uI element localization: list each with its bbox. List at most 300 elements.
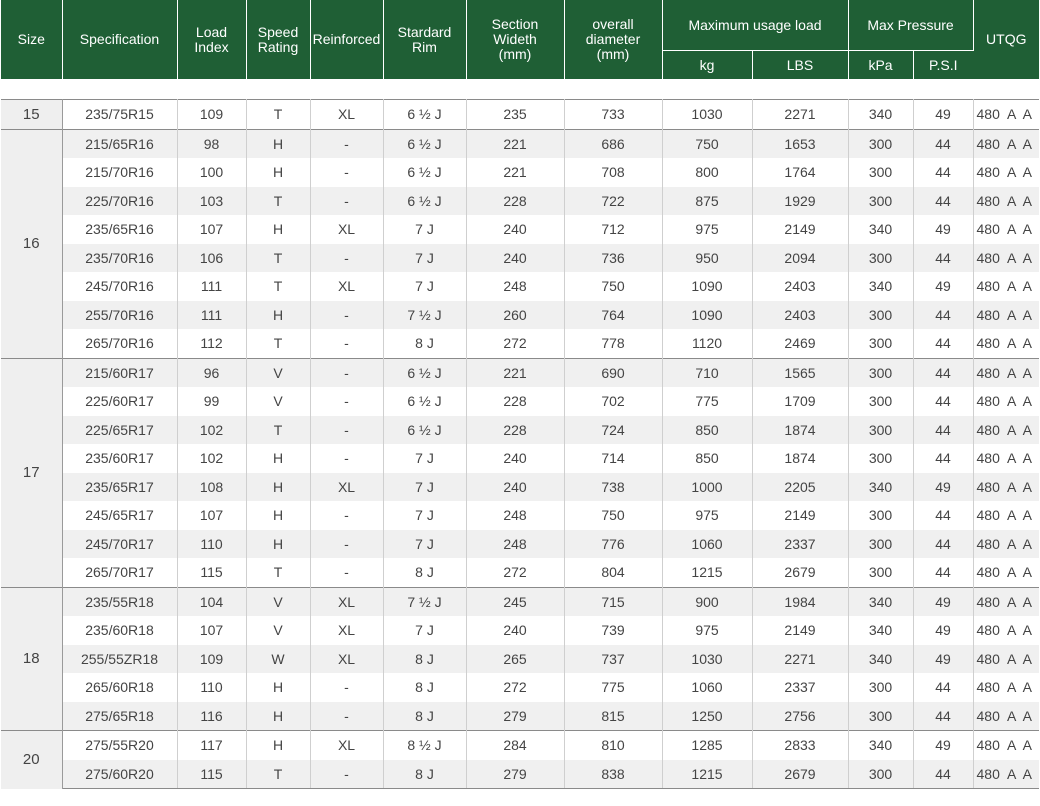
overall-diameter-cell: 750 bbox=[564, 501, 662, 530]
standard-rim-cell: 8 J bbox=[383, 673, 466, 702]
speed-rating-cell: H bbox=[246, 530, 310, 559]
load-index-cell: 107 bbox=[177, 616, 246, 645]
max-load-kg-cell: 1060 bbox=[662, 673, 752, 702]
section-width-cell: 260 bbox=[466, 301, 564, 330]
max-load-lbs-cell: 1874 bbox=[752, 416, 848, 445]
max-load-lbs-cell: 1653 bbox=[752, 129, 848, 158]
overall-diameter-cell: 750 bbox=[564, 272, 662, 301]
specification-cell: 275/65R18 bbox=[62, 702, 177, 731]
table-row bbox=[1, 416, 1039, 445]
max-pressure-kpa-cell: 300 bbox=[848, 387, 913, 416]
specification-cell: 275/55R20 bbox=[62, 731, 177, 760]
header-max-load-kg: kg bbox=[662, 51, 752, 80]
reinforced-cell: - bbox=[310, 530, 383, 559]
max-load-kg-cell: 1285 bbox=[662, 731, 752, 760]
max-load-lbs-cell: 2337 bbox=[752, 530, 848, 559]
max-pressure-psi-cell: 44 bbox=[913, 760, 973, 789]
specification-cell: 215/65R16 bbox=[62, 129, 177, 158]
utqg-cell: 480 A A bbox=[973, 473, 1039, 502]
load-index-cell: 107 bbox=[177, 501, 246, 530]
header-max-pressure-kpa: kPa bbox=[848, 51, 913, 80]
overall-diameter-cell: 714 bbox=[564, 444, 662, 473]
utqg-cell: 480 A A bbox=[973, 301, 1039, 330]
load-index-cell: 98 bbox=[177, 129, 246, 158]
speed-rating-cell: T bbox=[246, 244, 310, 273]
load-index-cell: 100 bbox=[177, 158, 246, 187]
specification-cell: 245/70R17 bbox=[62, 530, 177, 559]
utqg-cell: 480 A A bbox=[976, 164, 1033, 181]
specification-cell: 215/70R16 bbox=[62, 158, 177, 187]
max-pressure-psi-cell: 49 bbox=[913, 616, 973, 645]
standard-rim-cell: 8 J bbox=[383, 645, 466, 674]
table-row bbox=[1, 444, 1039, 473]
table-row bbox=[1, 329, 1039, 358]
header-max-load-lbs: LBS bbox=[752, 51, 848, 80]
max-load-lbs-cell: 2337 bbox=[752, 673, 848, 702]
reinforced-cell: - bbox=[310, 702, 383, 731]
table-row bbox=[1, 301, 1039, 330]
table-row bbox=[1, 129, 1039, 158]
max-load-lbs-cell: 2149 bbox=[752, 616, 848, 645]
max-load-kg-cell: 1090 bbox=[662, 272, 752, 301]
section-width-cell: 248 bbox=[466, 501, 564, 530]
max-pressure-psi-cell: 44 bbox=[913, 158, 973, 187]
max-pressure-kpa-cell: 340 bbox=[848, 473, 913, 502]
max-load-lbs-cell: 1874 bbox=[752, 444, 848, 473]
header-overall-diameter: overall diameter (mm) bbox=[564, 0, 662, 79]
speed-rating-cell: V bbox=[246, 587, 310, 616]
speed-rating-cell: T bbox=[246, 558, 310, 587]
speed-rating-cell: T bbox=[246, 187, 310, 216]
max-pressure-psi-cell: 44 bbox=[913, 530, 973, 559]
table-row bbox=[1, 215, 1039, 244]
load-index-cell: 107 bbox=[177, 215, 246, 244]
standard-rim-cell: 6 ½ J bbox=[383, 158, 466, 187]
standard-rim-cell: 6 ½ J bbox=[383, 100, 466, 130]
reinforced-cell: - bbox=[310, 158, 383, 187]
overall-diameter-cell: 810 bbox=[564, 731, 662, 760]
max-pressure-kpa-cell: 300 bbox=[848, 444, 913, 473]
section-width-cell: 272 bbox=[466, 329, 564, 358]
standard-rim-cell: 7 J bbox=[383, 501, 466, 530]
utqg-cell: 480 A A bbox=[973, 731, 1039, 760]
max-load-kg-cell: 775 bbox=[662, 387, 752, 416]
max-load-lbs-cell: 2271 bbox=[752, 100, 848, 130]
standard-rim-cell: 8 J bbox=[383, 702, 466, 731]
max-pressure-kpa-cell: 300 bbox=[848, 501, 913, 530]
header-section-width: Section Wideth (mm) bbox=[466, 0, 564, 79]
standard-rim-cell: 7 J bbox=[383, 530, 466, 559]
max-pressure-psi-cell: 44 bbox=[913, 301, 973, 330]
overall-diameter-cell: 775 bbox=[564, 673, 662, 702]
reinforced-cell: XL bbox=[310, 100, 383, 130]
section-width-cell: 265 bbox=[466, 645, 564, 674]
speed-rating-cell: T bbox=[246, 100, 310, 130]
max-pressure-psi-cell: 49 bbox=[913, 587, 973, 616]
overall-diameter-cell: 778 bbox=[564, 329, 662, 358]
table-row bbox=[1, 760, 1039, 789]
overall-diameter-cell: 712 bbox=[564, 215, 662, 244]
table-row bbox=[1, 473, 1039, 502]
max-load-lbs-cell: 2403 bbox=[752, 301, 848, 330]
speed-rating-cell: H bbox=[246, 473, 310, 502]
specification-cell: 235/60R17 bbox=[62, 444, 177, 473]
max-load-kg-cell: 1030 bbox=[662, 100, 752, 130]
specification-cell: 265/60R18 bbox=[62, 673, 177, 702]
utqg-cell: 480 A A bbox=[973, 530, 1039, 559]
utqg-cell: 480 A A bbox=[976, 679, 1033, 696]
max-pressure-psi-cell: 44 bbox=[913, 358, 973, 387]
specification-cell: 235/60R18 bbox=[62, 616, 177, 645]
max-load-kg-cell: 1030 bbox=[662, 645, 752, 674]
section-width-cell: 228 bbox=[466, 416, 564, 445]
section-width-cell: 221 bbox=[466, 358, 564, 387]
reinforced-cell: - bbox=[310, 416, 383, 445]
max-pressure-psi-cell: 44 bbox=[913, 673, 973, 702]
load-index-cell: 106 bbox=[177, 244, 246, 273]
table-row bbox=[1, 100, 1039, 130]
section-width-cell: 245 bbox=[466, 587, 564, 616]
load-index-cell: 104 bbox=[177, 587, 246, 616]
max-load-kg-cell: 975 bbox=[662, 215, 752, 244]
max-load-lbs-cell: 2756 bbox=[752, 702, 848, 731]
load-index-cell: 96 bbox=[177, 358, 246, 387]
load-index-cell: 110 bbox=[177, 673, 246, 702]
utqg-cell: 480 A A bbox=[976, 221, 1033, 238]
standard-rim-cell: 7 J bbox=[383, 616, 466, 645]
overall-diameter-cell: 739 bbox=[564, 616, 662, 645]
max-load-lbs-cell: 1764 bbox=[752, 158, 848, 187]
standard-rim-cell: 8 J bbox=[383, 329, 466, 358]
load-index-cell: 112 bbox=[177, 329, 246, 358]
speed-rating-cell: H bbox=[246, 129, 310, 158]
speed-rating-cell: T bbox=[246, 760, 310, 789]
load-index-cell: 111 bbox=[177, 272, 246, 301]
max-pressure-kpa-cell: 300 bbox=[848, 416, 913, 445]
max-load-kg-cell: 1215 bbox=[662, 558, 752, 587]
max-pressure-psi-cell: 44 bbox=[913, 416, 973, 445]
section-width-cell: 248 bbox=[466, 272, 564, 301]
reinforced-cell: - bbox=[310, 558, 383, 587]
max-load-kg-cell: 850 bbox=[662, 444, 752, 473]
specification-cell: 225/70R16 bbox=[62, 187, 177, 216]
section-width-cell: 240 bbox=[466, 444, 564, 473]
utqg-cell: 480 A A bbox=[973, 587, 1039, 616]
speed-rating-cell: H bbox=[246, 301, 310, 330]
max-pressure-kpa-cell: 300 bbox=[848, 158, 913, 187]
table-row bbox=[1, 731, 1039, 760]
table-row bbox=[1, 244, 1039, 273]
speed-rating-cell: T bbox=[246, 416, 310, 445]
max-load-kg-cell: 975 bbox=[662, 501, 752, 530]
section-width-cell: 221 bbox=[466, 129, 564, 158]
speed-rating-cell: T bbox=[246, 272, 310, 301]
speed-rating-cell: H bbox=[246, 702, 310, 731]
utqg-cell: 480 A A bbox=[976, 450, 1033, 467]
specification-cell: 225/60R17 bbox=[62, 387, 177, 416]
specification-cell: 235/55R18 bbox=[62, 587, 177, 616]
section-width-cell: 221 bbox=[466, 158, 564, 187]
specification-cell: 235/70R16 bbox=[62, 244, 177, 273]
max-load-lbs-cell: 2679 bbox=[752, 558, 848, 587]
load-index-cell: 115 bbox=[177, 760, 246, 789]
overall-diameter-cell: 686 bbox=[564, 129, 662, 158]
reinforced-cell: XL bbox=[310, 272, 383, 301]
table-row bbox=[1, 187, 1039, 216]
reinforced-cell: - bbox=[310, 187, 383, 216]
table-row bbox=[1, 645, 1039, 674]
max-pressure-kpa-cell: 300 bbox=[848, 129, 913, 158]
reinforced-cell: - bbox=[310, 244, 383, 273]
load-index-cell: 102 bbox=[177, 444, 246, 473]
standard-rim-cell: 6 ½ J bbox=[383, 358, 466, 387]
specification-cell: 225/65R17 bbox=[62, 416, 177, 445]
header-max-pressure-psi: P.S.I bbox=[913, 51, 973, 80]
standard-rim-cell: 7 ½ J bbox=[383, 587, 466, 616]
section-width-cell: 279 bbox=[466, 760, 564, 789]
header-size: Size bbox=[1, 0, 62, 79]
reinforced-cell: - bbox=[310, 387, 383, 416]
max-load-kg-cell: 900 bbox=[662, 587, 752, 616]
standard-rim-cell: 8 ½ J bbox=[383, 731, 466, 760]
speed-rating-cell: H bbox=[246, 731, 310, 760]
speed-rating-cell: V bbox=[246, 358, 310, 387]
standard-rim-cell: 7 J bbox=[383, 272, 466, 301]
load-index-cell: 102 bbox=[177, 416, 246, 445]
utqg-cell: 480 A A bbox=[973, 645, 1039, 674]
max-load-kg-cell: 875 bbox=[662, 187, 752, 216]
max-load-lbs-cell: 2469 bbox=[752, 329, 848, 358]
header-load-index: Load Index bbox=[177, 0, 246, 79]
utqg-cell: 480 A A bbox=[973, 187, 1039, 216]
specification-cell: 245/70R16 bbox=[62, 272, 177, 301]
utqg-cell: 480 A A bbox=[976, 278, 1033, 295]
utqg-cell: 480 A A bbox=[976, 335, 1033, 352]
speed-rating-cell: H bbox=[246, 444, 310, 473]
max-load-kg-cell: 1250 bbox=[662, 702, 752, 731]
header-max-pressure: Max Pressure bbox=[848, 0, 973, 51]
size-cell: 15 bbox=[1, 100, 62, 130]
table-row bbox=[1, 558, 1039, 587]
section-width-cell: 240 bbox=[466, 244, 564, 273]
overall-diameter-cell: 736 bbox=[564, 244, 662, 273]
max-load-lbs-cell: 2149 bbox=[752, 215, 848, 244]
utqg-cell: 480 A A bbox=[973, 358, 1039, 387]
utqg-cell: 480 A A bbox=[976, 393, 1033, 410]
table-row bbox=[1, 702, 1039, 731]
max-pressure-psi-cell: 49 bbox=[913, 215, 973, 244]
reinforced-cell: - bbox=[310, 444, 383, 473]
reinforced-cell: - bbox=[310, 358, 383, 387]
standard-rim-cell: 7 J bbox=[383, 215, 466, 244]
specification-cell: 265/70R16 bbox=[62, 329, 177, 358]
max-load-lbs-cell: 1929 bbox=[752, 187, 848, 216]
load-index-cell: 111 bbox=[177, 301, 246, 330]
overall-diameter-cell: 708 bbox=[564, 158, 662, 187]
max-load-kg-cell: 1060 bbox=[662, 530, 752, 559]
specification-cell: 235/65R17 bbox=[62, 473, 177, 502]
max-pressure-kpa-cell: 340 bbox=[848, 272, 913, 301]
speed-rating-cell: V bbox=[246, 387, 310, 416]
max-pressure-psi-cell: 49 bbox=[913, 272, 973, 301]
max-pressure-kpa-cell: 340 bbox=[848, 616, 913, 645]
reinforced-cell: - bbox=[310, 129, 383, 158]
max-load-kg-cell: 950 bbox=[662, 244, 752, 273]
reinforced-cell: - bbox=[310, 501, 383, 530]
overall-diameter-cell: 733 bbox=[564, 100, 662, 130]
max-pressure-kpa-cell: 300 bbox=[848, 187, 913, 216]
reinforced-cell: - bbox=[310, 673, 383, 702]
section-width-cell: 248 bbox=[466, 530, 564, 559]
max-pressure-psi-cell: 44 bbox=[913, 501, 973, 530]
max-pressure-kpa-cell: 300 bbox=[848, 760, 913, 789]
load-index-cell: 115 bbox=[177, 558, 246, 587]
max-load-kg-cell: 1090 bbox=[662, 301, 752, 330]
max-load-kg-cell: 1215 bbox=[662, 760, 752, 789]
standard-rim-cell: 7 J bbox=[383, 473, 466, 502]
size-cell: 16 bbox=[1, 129, 62, 358]
specification-cell: 235/65R16 bbox=[62, 215, 177, 244]
section-width-cell: 240 bbox=[466, 473, 564, 502]
overall-diameter-cell: 715 bbox=[564, 587, 662, 616]
load-index-cell: 117 bbox=[177, 731, 246, 760]
max-pressure-psi-cell: 49 bbox=[913, 473, 973, 502]
specification-cell: 265/70R17 bbox=[62, 558, 177, 587]
section-width-cell: 228 bbox=[466, 187, 564, 216]
size-cell: 20 bbox=[1, 731, 62, 789]
header-utqg: UTQG bbox=[973, 0, 1039, 79]
overall-diameter-cell: 776 bbox=[564, 530, 662, 559]
header-speed-rating: Speed Rating bbox=[246, 0, 310, 79]
size-cell: 17 bbox=[1, 358, 62, 587]
max-pressure-psi-cell: 44 bbox=[913, 702, 973, 731]
utqg-cell: 480 A A bbox=[973, 100, 1039, 130]
standard-rim-cell: 6 ½ J bbox=[383, 387, 466, 416]
overall-diameter-cell: 724 bbox=[564, 416, 662, 445]
utqg-cell: 480 A A bbox=[973, 244, 1039, 273]
reinforced-cell: XL bbox=[310, 645, 383, 674]
reinforced-cell: - bbox=[310, 301, 383, 330]
specification-cell: 215/60R17 bbox=[62, 358, 177, 387]
table-row bbox=[1, 530, 1039, 559]
max-load-kg-cell: 975 bbox=[662, 616, 752, 645]
specification-cell: 245/65R17 bbox=[62, 501, 177, 530]
specification-cell: 255/55ZR18 bbox=[62, 645, 177, 674]
max-load-lbs-cell: 2833 bbox=[752, 731, 848, 760]
table-row bbox=[1, 387, 1039, 416]
size-cell: 18 bbox=[1, 587, 62, 731]
overall-diameter-cell: 690 bbox=[564, 358, 662, 387]
table-row bbox=[1, 587, 1039, 616]
max-load-kg-cell: 800 bbox=[662, 158, 752, 187]
tire-spec-table bbox=[1, 0, 1039, 789]
header-spacer bbox=[1, 79, 1039, 100]
max-pressure-kpa-cell: 300 bbox=[848, 673, 913, 702]
standard-rim-cell: 7 J bbox=[383, 244, 466, 273]
header-standard-rim: Stardard Rim bbox=[383, 0, 466, 79]
max-pressure-psi-cell: 49 bbox=[913, 100, 973, 130]
overall-diameter-cell: 838 bbox=[564, 760, 662, 789]
reinforced-cell: XL bbox=[310, 616, 383, 645]
section-width-cell: 284 bbox=[466, 731, 564, 760]
overall-diameter-cell: 815 bbox=[564, 702, 662, 731]
max-pressure-kpa-cell: 300 bbox=[848, 530, 913, 559]
reinforced-cell: - bbox=[310, 760, 383, 789]
max-load-lbs-cell: 1709 bbox=[752, 387, 848, 416]
max-load-lbs-cell: 2679 bbox=[752, 760, 848, 789]
table-row bbox=[1, 673, 1039, 702]
header-reinforced: Reinforced bbox=[310, 0, 383, 79]
section-width-cell: 240 bbox=[466, 616, 564, 645]
max-pressure-psi-cell: 49 bbox=[913, 731, 973, 760]
reinforced-cell: XL bbox=[310, 587, 383, 616]
speed-rating-cell: T bbox=[246, 329, 310, 358]
max-pressure-kpa-cell: 300 bbox=[848, 329, 913, 358]
table-row bbox=[1, 616, 1039, 645]
max-load-kg-cell: 850 bbox=[662, 416, 752, 445]
reinforced-cell: - bbox=[310, 329, 383, 358]
utqg-cell: 480 A A bbox=[976, 564, 1033, 581]
max-load-lbs-cell: 2403 bbox=[752, 272, 848, 301]
overall-diameter-cell: 702 bbox=[564, 387, 662, 416]
speed-rating-cell: H bbox=[246, 673, 310, 702]
max-pressure-psi-cell: 44 bbox=[913, 444, 973, 473]
utqg-cell: 480 A A bbox=[976, 622, 1033, 639]
speed-rating-cell: H bbox=[246, 501, 310, 530]
max-pressure-kpa-cell: 300 bbox=[848, 558, 913, 587]
overall-diameter-cell: 737 bbox=[564, 645, 662, 674]
section-width-cell: 272 bbox=[466, 673, 564, 702]
load-index-cell: 108 bbox=[177, 473, 246, 502]
utqg-cell: 480 A A bbox=[973, 760, 1039, 789]
speed-rating-cell: W bbox=[246, 645, 310, 674]
load-index-cell: 110 bbox=[177, 530, 246, 559]
max-pressure-psi-cell: 44 bbox=[913, 558, 973, 587]
table-body bbox=[1, 79, 1039, 789]
max-load-lbs-cell: 1565 bbox=[752, 358, 848, 387]
standard-rim-cell: 6 ½ J bbox=[383, 187, 466, 216]
max-pressure-kpa-cell: 340 bbox=[848, 215, 913, 244]
load-index-cell: 103 bbox=[177, 187, 246, 216]
utqg-cell: 480 A A bbox=[973, 416, 1039, 445]
load-index-cell: 116 bbox=[177, 702, 246, 731]
max-pressure-psi-cell: 44 bbox=[913, 187, 973, 216]
specification-cell: 275/60R20 bbox=[62, 760, 177, 789]
utqg-cell: 480 A A bbox=[973, 129, 1039, 158]
max-pressure-psi-cell: 49 bbox=[913, 645, 973, 674]
speed-rating-cell: H bbox=[246, 158, 310, 187]
section-width-cell: 240 bbox=[466, 215, 564, 244]
standard-rim-cell: 6 ½ J bbox=[383, 416, 466, 445]
max-pressure-kpa-cell: 300 bbox=[848, 358, 913, 387]
table-row bbox=[1, 272, 1039, 301]
overall-diameter-cell: 804 bbox=[564, 558, 662, 587]
speed-rating-cell: V bbox=[246, 616, 310, 645]
max-pressure-kpa-cell: 300 bbox=[848, 301, 913, 330]
header-max-load: Maximum usage load bbox=[662, 0, 848, 51]
max-load-lbs-cell: 1984 bbox=[752, 587, 848, 616]
standard-rim-cell: 8 J bbox=[383, 558, 466, 587]
speed-rating-cell: H bbox=[246, 215, 310, 244]
table-row bbox=[1, 158, 1039, 187]
load-index-cell: 109 bbox=[177, 645, 246, 674]
utqg-cell: 480 A A bbox=[976, 507, 1033, 524]
max-load-kg-cell: 710 bbox=[662, 358, 752, 387]
overall-diameter-cell: 738 bbox=[564, 473, 662, 502]
section-width-cell: 235 bbox=[466, 100, 564, 130]
reinforced-cell: XL bbox=[310, 215, 383, 244]
max-load-lbs-cell: 2205 bbox=[752, 473, 848, 502]
